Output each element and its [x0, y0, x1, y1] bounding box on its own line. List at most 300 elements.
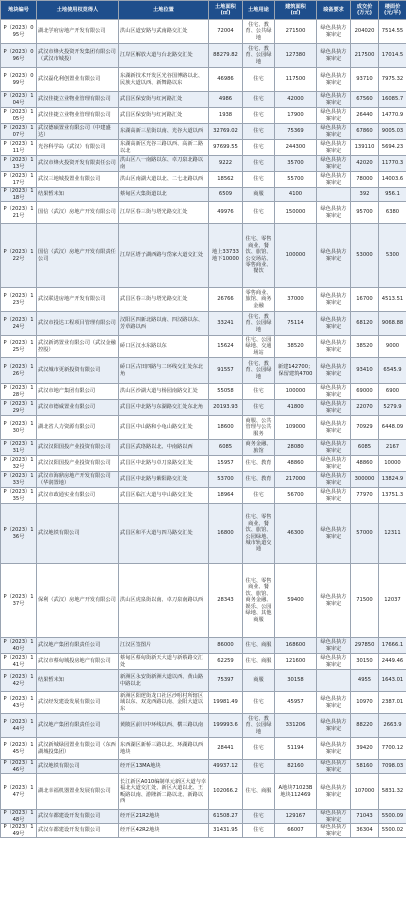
- cell-location: 江汉区签图片: [119, 638, 209, 654]
- cell-parcel-id: P（2023）144号: [1, 714, 37, 738]
- cell-completion-req: 绿色县执方案审定: [317, 358, 351, 384]
- cell-floor-price: 13824.9: [379, 472, 406, 488]
- table-row: [1, 140, 406, 156]
- cell-deal-price: 26440: [351, 108, 379, 124]
- table-row: [1, 774, 406, 810]
- cell-winner: 武汉地产集团有限责任公司: [37, 638, 119, 654]
- header-floor-price: 楼面价 (元/平): [379, 1, 406, 20]
- header-deal-price: 成交价 (万元): [351, 1, 379, 20]
- cell-land-use: 住宅: [243, 68, 275, 92]
- cell-land-use: 住宅、商服: [243, 654, 275, 670]
- cell-floor-price: 2167: [379, 440, 406, 456]
- cell-location: 东湖高新区光谷三路以西、高新二路以北: [119, 140, 209, 156]
- cell-land-area: 15957: [209, 456, 243, 472]
- cell-parcel-id: P（2023）104号: [1, 92, 37, 108]
- cell-parcel-id: P（2023）145号: [1, 738, 37, 760]
- cell-winner: 湖北学府房地产开发有限公司: [37, 20, 119, 44]
- table-row: [1, 564, 406, 638]
- cell-floor-area: 46300: [275, 504, 317, 564]
- cell-floor-price: 2663.9: [379, 714, 406, 738]
- table-row: [1, 738, 406, 760]
- cell-floor-area: 45957: [275, 692, 317, 714]
- cell-location: 武昌区保安街与红河路汇处: [119, 92, 209, 108]
- table-row: [1, 312, 406, 336]
- cell-land-use: 商服、公共管理与公共服务: [243, 416, 275, 440]
- cell-completion-req: 绿色县执方案审定: [317, 440, 351, 456]
- cell-land-area: 199993.6: [209, 714, 243, 738]
- header-completion-req: 竣备要求: [317, 1, 351, 20]
- cell-floor-area: 30158: [275, 670, 317, 692]
- cell-parcel-id: P（2023）148号: [1, 810, 37, 824]
- cell-floor-price: 5694.23: [379, 140, 406, 156]
- table-row: [1, 810, 406, 824]
- cell-floor-price: 5279.9: [379, 400, 406, 416]
- cell-location: 洪山区南湖大道以北、二七北路以西: [119, 172, 209, 188]
- cell-winner: 结果暂未知: [37, 188, 119, 202]
- cell-winner: 保利（武汉）房地产开发有限公司: [37, 564, 119, 638]
- cell-location: 江岸区解放大道与台北路交汇处: [119, 44, 209, 68]
- cell-completion-req: 绿色县执方案审定: [317, 92, 351, 108]
- table-row: [1, 504, 406, 564]
- cell-completion-req: 绿色县执方案审定: [317, 172, 351, 188]
- cell-parcel-id: P（2023）126号: [1, 358, 37, 384]
- cell-winner: 武汉汉阳国投产业投资有限公司: [37, 440, 119, 456]
- cell-deal-price: 139110: [351, 140, 379, 156]
- cell-floor-price: 17666.1: [379, 638, 406, 654]
- cell-winner: 武汉佳捷立业物业管理有限公司: [37, 108, 119, 124]
- cell-winner: 武汉市德威置业有限公司: [37, 400, 119, 416]
- cell-winner: 武汉市烽火投资开发有限责任公司: [37, 156, 119, 172]
- cell-deal-price: 77970: [351, 488, 379, 504]
- cell-floor-price: 956.1: [379, 188, 406, 202]
- cell-deal-price: 58160: [351, 760, 379, 774]
- cell-floor-price: 2449.46: [379, 654, 406, 670]
- cell-completion-req: 绿色县执方案审定: [317, 760, 351, 774]
- table-row: [1, 172, 406, 188]
- cell-location: 蔡甸区大集街道以北: [119, 188, 209, 202]
- cell-winner: 湖北省人力资源有限公司: [37, 416, 119, 440]
- cell-land-area: 28343: [209, 564, 243, 638]
- table-row: [1, 108, 406, 124]
- table-row: [1, 440, 406, 456]
- cell-land-area: 55058: [209, 384, 243, 400]
- cell-winner: 武汉经发建设发展有限公司: [37, 692, 119, 714]
- cell-floor-area: 55700: [275, 172, 317, 188]
- cell-location: 武昌区中北路与紫阳路交汇处: [119, 472, 209, 488]
- cell-floor-area: 75114: [275, 312, 317, 336]
- cell-deal-price: 107000: [351, 774, 379, 810]
- cell-floor-price: 1643.01: [379, 670, 406, 692]
- table-row: [1, 156, 406, 172]
- cell-winner: 武汉三地城投置业有限公司: [37, 172, 119, 188]
- cell-land-use: 住宅、零售商业、餐饮、旅馆、公交场站、零售商业、餐饮: [243, 224, 275, 288]
- cell-land-area: 32769.02: [209, 124, 243, 140]
- table-row: [1, 416, 406, 440]
- cell-floor-area: 217000: [275, 472, 317, 488]
- cell-winner: 武汉地铁有限公司: [37, 504, 119, 564]
- cell-land-area: 6085: [209, 440, 243, 456]
- cell-floor-area: 17900: [275, 108, 317, 124]
- cell-parcel-id: P（2023）099号: [1, 68, 37, 92]
- cell-land-area: 26766: [209, 288, 243, 312]
- table-row: [1, 638, 406, 654]
- cell-floor-price: 6380: [379, 202, 406, 224]
- cell-land-area: 16800: [209, 504, 243, 564]
- cell-location: 江岸区塔子湖西路与岱家大道交汇处: [119, 224, 209, 288]
- cell-completion-req: [317, 670, 351, 692]
- cell-floor-price: 16085.7: [379, 92, 406, 108]
- cell-land-area: 62259: [209, 654, 243, 670]
- cell-location: 经开区42R2地块: [119, 824, 209, 838]
- cell-completion-req: 绿色县执方案审定: [317, 384, 351, 400]
- cell-land-area: 88279.82: [209, 44, 243, 68]
- cell-floor-price: 5831.32: [379, 774, 406, 810]
- cell-floor-price: 2387.01: [379, 692, 406, 714]
- cell-location: 东西湖区新桥三路以北、环湖路以西地块: [119, 738, 209, 760]
- cell-floor-price: 5500.09: [379, 810, 406, 824]
- table-row: [1, 824, 406, 838]
- cell-land-use: 住宅: [243, 202, 275, 224]
- cell-deal-price: 6085: [351, 440, 379, 456]
- cell-location: 武昌区保安街与红河路汇处: [119, 108, 209, 124]
- cell-parcel-id: P（2023）124号: [1, 312, 37, 336]
- cell-floor-area: 117500: [275, 68, 317, 92]
- cell-floor-area: 121600: [275, 654, 317, 670]
- cell-location: 武昌区临江大道与中山路交汇处: [119, 488, 209, 504]
- cell-completion-req: 绿色县执方案审定: [317, 472, 351, 488]
- cell-location: 新洲区阳逻街龙口社区沙咀村所辖区域以东、双龙西路以南、金阳大道以东: [119, 692, 209, 714]
- cell-parcel-id: P（2023）147号: [1, 774, 37, 810]
- cell-floor-price: 17014.5: [379, 44, 406, 68]
- cell-land-area: 86000: [209, 638, 243, 654]
- cell-parcel-id: P（2023）118号: [1, 188, 37, 202]
- cell-land-use: 住宅: [243, 92, 275, 108]
- cell-floor-area: 150000: [275, 202, 317, 224]
- cell-land-use: 住宅: [243, 124, 275, 140]
- cell-floor-price: 7514.55: [379, 20, 406, 44]
- table-row: [1, 654, 406, 670]
- cell-deal-price: 10970: [351, 692, 379, 714]
- header-row: [1, 1, 406, 20]
- cell-deal-price: 16700: [351, 288, 379, 312]
- cell-location: 武昌区武珞路以北、中南路以西: [119, 440, 209, 456]
- cell-deal-price: 297850: [351, 638, 379, 654]
- cell-completion-req: 绿色县执方案审定: [317, 336, 351, 358]
- cell-deal-price: 68120: [351, 312, 379, 336]
- cell-completion-req: 绿色县执方案审定: [317, 108, 351, 124]
- cell-completion-req: 绿色县执方案审定: [317, 456, 351, 472]
- cell-land-use: 住宅、教育、公园绿地: [243, 44, 275, 68]
- cell-winner: 武汉城市更新投资有限公司: [37, 358, 119, 384]
- cell-winner: 武汉车都建设开发有限公司: [37, 824, 119, 838]
- cell-floor-area: 244300: [275, 140, 317, 156]
- cell-land-area: 19981.49: [209, 692, 243, 714]
- cell-floor-price: 7098.03: [379, 760, 406, 774]
- cell-floor-price: 5500.02: [379, 824, 406, 838]
- cell-floor-price: 5300: [379, 224, 406, 288]
- cell-land-area: 46986: [209, 68, 243, 92]
- cell-winner: 结果暂未知: [37, 670, 119, 692]
- cell-completion-req: 绿色县执方案审定: [317, 654, 351, 670]
- cell-completion-req: 绿色县执方案审定: [317, 774, 351, 810]
- table-row: [1, 44, 406, 68]
- cell-floor-price: 7975.32: [379, 68, 406, 92]
- cell-deal-price: 36304: [351, 824, 379, 838]
- cell-land-area: 102066.2: [209, 774, 243, 810]
- cell-land-area: 1938: [209, 108, 243, 124]
- table-row: [1, 92, 406, 108]
- cell-deal-price: 67860: [351, 124, 379, 140]
- cell-land-use: 住宅: [243, 824, 275, 838]
- table-row: [1, 400, 406, 416]
- cell-deal-price: 204020: [351, 20, 379, 44]
- header-location: 土地位置: [119, 1, 209, 20]
- cell-floor-price: 6545.9: [379, 358, 406, 384]
- cell-land-area: 18600: [209, 416, 243, 440]
- cell-parcel-id: P（2023）121号: [1, 202, 37, 224]
- cell-land-area: 53700: [209, 472, 243, 488]
- cell-completion-req: 绿色县执方案审定: [317, 224, 351, 288]
- cell-land-use: 住宅、教育、公园绿地: [243, 358, 275, 384]
- cell-deal-price: 300000: [351, 472, 379, 488]
- cell-location: 武昌区中北路与卓刀泉路交汇处: [119, 456, 209, 472]
- cell-winner: 武汉市政通实业有限公司: [37, 488, 119, 504]
- cell-land-area: 20193.93: [209, 400, 243, 416]
- cell-land-area: 72004: [209, 20, 243, 44]
- cell-parcel-id: P（2023）143号: [1, 692, 37, 714]
- cell-winner: 武汉磊化利创置业有限公司: [37, 68, 119, 92]
- table-row: [1, 760, 406, 774]
- cell-completion-req: 绿色县执方案审定: [317, 488, 351, 504]
- table-row: [1, 124, 406, 140]
- cell-floor-price: 13751.3: [379, 488, 406, 504]
- cell-completion-req: 绿色县执方案审定: [317, 140, 351, 156]
- cell-floor-area: 48860: [275, 456, 317, 472]
- cell-winner: 武汉车都建设开发有限公司: [37, 810, 119, 824]
- table-row: [1, 202, 406, 224]
- cell-floor-area: 100000: [275, 224, 317, 288]
- cell-floor-price: 11770.3: [379, 156, 406, 172]
- cell-deal-price: 217500: [351, 44, 379, 68]
- cell-floor-area: 100000: [275, 384, 317, 400]
- cell-completion-req: 绿色县执方案审定: [317, 400, 351, 416]
- cell-land-use: 住宅、零售商业、餐饮、旅馆、公园绿地、城市轨道交通: [243, 504, 275, 564]
- cell-parcel-id: P（2023）113号: [1, 156, 37, 172]
- cell-winner: 国信（武汉）房地产开发有限公司: [37, 202, 119, 224]
- cell-parcel-id: P（2023）111号: [1, 140, 37, 156]
- cell-deal-price: 38520: [351, 336, 379, 358]
- cell-land-use: 住宅、零售商业、餐饮、旅馆、商务金融、娱乐、公园绿地、其他商服: [243, 564, 275, 638]
- cell-floor-area: 51194: [275, 738, 317, 760]
- cell-parcel-id: P（2023）136号: [1, 504, 37, 564]
- cell-parcel-id: P（2023）123号: [1, 288, 37, 312]
- cell-deal-price: 48860: [351, 456, 379, 472]
- cell-floor-price: 9005.03: [379, 124, 406, 140]
- cell-land-area: 6509: [209, 188, 243, 202]
- table-row: [1, 68, 406, 92]
- cell-winner: 武汉新鸿置业有限公司（武汉金融控股）: [37, 336, 119, 358]
- cell-deal-price: 22070: [351, 400, 379, 416]
- cell-deal-price: 4955: [351, 670, 379, 692]
- cell-location: 武昌区春三街与塔光路交汇处: [119, 288, 209, 312]
- cell-completion-req: 绿色县执方案审定: [317, 288, 351, 312]
- cell-completion-req: 绿色县执方案审定: [317, 714, 351, 738]
- cell-location: 经开区21R2地块: [119, 810, 209, 824]
- cell-floor-price: 9000: [379, 336, 406, 358]
- cell-winner: 武汉市地产集团有限公司: [37, 384, 119, 400]
- cell-land-use: 住宅: [243, 140, 275, 156]
- table-row: [1, 472, 406, 488]
- cell-floor-area: 168600: [275, 638, 317, 654]
- table-row: [1, 188, 406, 202]
- cell-parcel-id: P（2023）117号: [1, 172, 37, 188]
- cell-land-use: 住宅、商服: [243, 638, 275, 654]
- cell-land-use: 住宅: [243, 760, 275, 774]
- cell-winner: 武汉新城绿园置业有限公司（东西湖城投集团）: [37, 738, 119, 760]
- cell-land-area: 28441: [209, 738, 243, 760]
- cell-land-use: 住宅: [243, 692, 275, 714]
- cell-land-use: 零售商业、旅馆、商务金融: [243, 288, 275, 312]
- cell-land-area: 9222: [209, 156, 243, 172]
- cell-land-use: 住宅、教育、公园绿地: [243, 312, 275, 336]
- cell-floor-area: 59400: [275, 564, 317, 638]
- cell-completion-req: 绿色县执方案审定: [317, 68, 351, 92]
- cell-location: 经开区13MA地块: [119, 760, 209, 774]
- cell-winner: 国信（武汉）房地产开发有限责任公司: [37, 224, 119, 288]
- cell-winner: 武汉市海鼎房地产开发有限公司（华润置地）: [37, 472, 119, 488]
- table-row: [1, 692, 406, 714]
- cell-completion-req: 绿色县执方案审定: [317, 416, 351, 440]
- cell-location: 东湖新技术开发区光谷国博路以北、民族大道以西、新舞路以东: [119, 68, 209, 92]
- cell-deal-price: 57000: [351, 504, 379, 564]
- table-row: [1, 288, 406, 312]
- header-floor-area: 建筑面积 (㎡): [275, 1, 317, 20]
- cell-parcel-id: P（2023）105号: [1, 108, 37, 124]
- table-row: [1, 456, 406, 472]
- header-winner: 土地使用权竞得人: [37, 1, 119, 20]
- cell-completion-req: 绿色县执方案审定: [317, 20, 351, 44]
- cell-location: 江岸区春三街与塔光路交汇处: [119, 202, 209, 224]
- cell-land-use: 商服: [243, 670, 275, 692]
- cell-floor-area: 109000: [275, 416, 317, 440]
- cell-location: 蔡甸区蔡甸街新天大道与新蔡路交汇处: [119, 654, 209, 670]
- cell-winner: 武汉地产集团有限责任公司: [37, 714, 119, 738]
- cell-parcel-id: P（2023）129号: [1, 400, 37, 416]
- cell-land-area: 地上33733地下10000: [209, 224, 243, 288]
- cell-deal-price: 67560: [351, 92, 379, 108]
- cell-deal-price: 39420: [351, 738, 379, 760]
- cell-deal-price: 95700: [351, 202, 379, 224]
- cell-completion-req: 绿色县执方案审定: [317, 124, 351, 140]
- cell-parcel-id: P（2023）096号: [1, 44, 37, 68]
- cell-land-use: 住宅、教育、公园绿地: [243, 714, 275, 738]
- cell-land-area: 75397: [209, 670, 243, 692]
- cell-location: 洪山区道安路与武南路交汇处: [119, 20, 209, 44]
- cell-land-use: 住宅、商服: [243, 774, 275, 810]
- cell-floor-area: 35700: [275, 156, 317, 172]
- cell-parcel-id: P（2023）137号: [1, 564, 37, 638]
- cell-location: 洪山区虎泉街以南、卓刀泉南路以西: [119, 564, 209, 638]
- cell-deal-price: 392: [351, 188, 379, 202]
- cell-location: 洪山区八一南路以东、卓刀泉北路以南: [119, 156, 209, 172]
- cell-location: 汉阳区四新北路以南、四汉路以东、芳草路以西: [119, 312, 209, 336]
- cell-floor-area: 56700: [275, 488, 317, 504]
- cell-winner: 武汉市蔡甸城投房地产有限公司: [37, 654, 119, 670]
- header-land-use: 土地用途: [243, 1, 275, 20]
- cell-land-use: 住宅: [243, 810, 275, 824]
- cell-parcel-id: P（2023）135号: [1, 488, 37, 504]
- cell-floor-area: 4100: [275, 188, 317, 202]
- cell-land-use: 商服: [243, 188, 275, 202]
- cell-deal-price: 53000: [351, 224, 379, 288]
- cell-floor-area: 331206: [275, 714, 317, 738]
- cell-land-area: 15624: [209, 336, 243, 358]
- cell-location: 长江新区A010编制单元新区大道与幸福北大道交汇处、新区大道以北、王畈路以南、游隆新二路以北、新路以西: [119, 774, 209, 810]
- cell-land-area: 31431.95: [209, 824, 243, 838]
- cell-deal-price: 88220: [351, 714, 379, 738]
- cell-floor-area: 271500: [275, 20, 317, 44]
- cell-completion-req: 绿色县执方案审定: [317, 810, 351, 824]
- cell-parcel-id: P（2023）095号: [1, 20, 37, 44]
- cell-land-area: 49937.12: [209, 760, 243, 774]
- cell-deal-price: 42020: [351, 156, 379, 172]
- cell-land-use: 住宅: [243, 172, 275, 188]
- cell-parcel-id: P（2023）125号: [1, 336, 37, 358]
- cell-floor-area: 28080: [275, 440, 317, 456]
- cell-land-area: 33241: [209, 312, 243, 336]
- cell-floor-area: 82160: [275, 760, 317, 774]
- table-row: [1, 358, 406, 384]
- cell-floor-area: 42000: [275, 92, 317, 108]
- cell-deal-price: 71043: [351, 810, 379, 824]
- table-row: [1, 488, 406, 504]
- cell-parcel-id: P（2023）131号: [1, 440, 37, 456]
- cell-floor-price: 12311: [379, 504, 406, 564]
- cell-completion-req: 绿色县执方案审定: [317, 312, 351, 336]
- table-row: [1, 336, 406, 358]
- cell-completion-req: 绿色县执方案审定: [317, 504, 351, 564]
- table-row: [1, 20, 406, 44]
- cell-land-use: 住宅、公园绿地、交通场站: [243, 336, 275, 358]
- cell-deal-price: 71500: [351, 564, 379, 638]
- cell-deal-price: 78000: [351, 172, 379, 188]
- cell-parcel-id: P（2023）146号: [1, 760, 37, 774]
- cell-land-use: 住宅: [243, 108, 275, 124]
- cell-floor-area: 38520: [275, 336, 317, 358]
- cell-location: 武昌区中北路与东湖路交汇处东北角: [119, 400, 209, 416]
- cell-location: 硚口区古田四路与二环线交汇处东北角: [119, 358, 209, 384]
- cell-floor-price: 7700.12: [379, 738, 406, 760]
- cell-parcel-id: P（2023）141号: [1, 654, 37, 670]
- table-row: [1, 670, 406, 692]
- cell-location: 武昌区中山路和小龟山路交汇处: [119, 416, 209, 440]
- cell-floor-price: 14770.9: [379, 108, 406, 124]
- cell-deal-price: 93710: [351, 68, 379, 92]
- cell-location: 硚口区汉水东路以东: [119, 336, 209, 358]
- cell-parcel-id: P（2023）140号: [1, 638, 37, 654]
- cell-floor-price: 6448.09: [379, 416, 406, 440]
- cell-deal-price: 69000: [351, 384, 379, 400]
- cell-completion-req: 绿色县执方案审定: [317, 824, 351, 838]
- cell-land-use: 住宅: [243, 400, 275, 416]
- cell-winner: 武汉市烽火投资开发集团有限公司（武汉市城投）: [37, 44, 119, 68]
- cell-floor-area: A地块71023B地块112469: [275, 774, 317, 810]
- header-parcel-id: 地块编号: [1, 1, 37, 20]
- cell-winner: 湖北幸福机器置业发展有限公司: [37, 774, 119, 810]
- cell-winner: 武汉市投达工程项目管理有限公司: [37, 312, 119, 336]
- cell-winner: 武汉佳捷立业物业管理有限公司: [37, 92, 119, 108]
- cell-location: 武昌区和平大道与四马路交汇处: [119, 504, 209, 564]
